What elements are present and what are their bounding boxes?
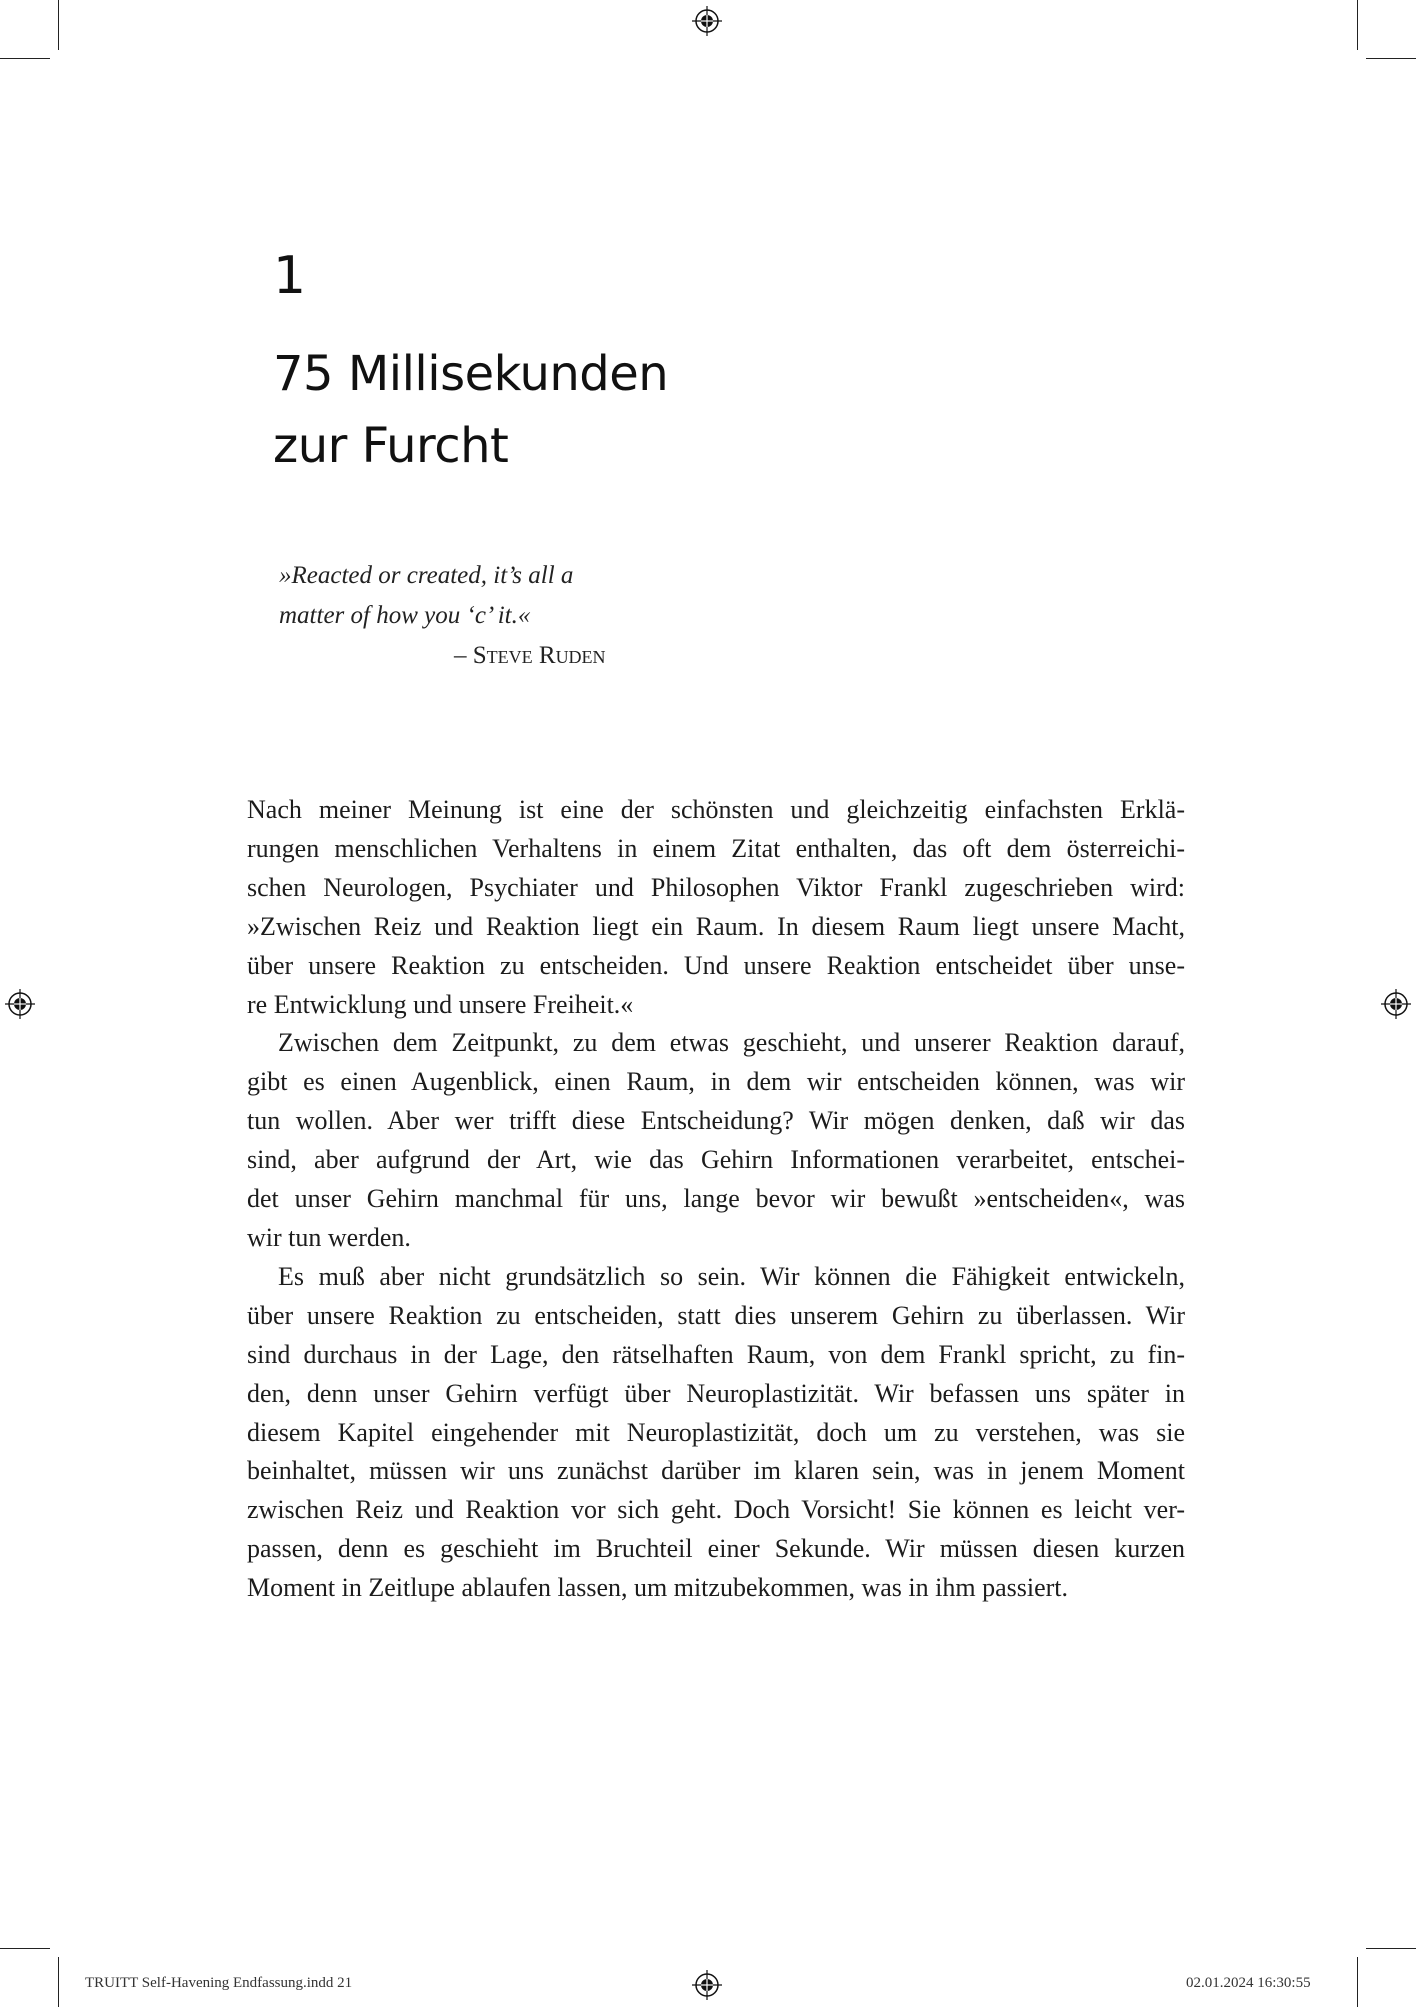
text-line: diesem Kapitel eingehender mit Neuroplastizität, doch um zu verstehen, was sie [247, 1417, 1185, 1447]
epigraph-line: matter of how you ‘c’ it.« [279, 602, 531, 629]
text-line: Es muß aber nicht grundsätzlich so sein. Wir können die Fähigkeit entwickeln, [278, 1261, 1185, 1291]
text-line: sind durchaus in der Lage, den rätselhaften Raum, von dem Frankl spricht, zu fin- [247, 1339, 1185, 1369]
text-line: schen Neurologen, Psychiater und Philosophen Viktor Frankl zugeschrieben wird: [247, 872, 1185, 902]
text-line: det unser Gehirn manchmal für uns, lange bevor wir bewußt »entscheiden«, was [247, 1184, 1185, 1214]
footer-filename: TRUITT Self-Havening Endfassung.indd 21 [85, 1975, 353, 1991]
registration-mark-left-icon [5, 989, 35, 1019]
crop-mark-bottom-right-h [1366, 1948, 1416, 1949]
text-line: über unsere Reaktion zu entscheiden. Und unsere Reaktion entscheidet über unse- [247, 950, 1185, 980]
crop-mark-top-left-h [0, 58, 50, 59]
body-text [247, 791, 1185, 1608]
text-line: re Entwicklung und unsere Freiheit.« [247, 989, 634, 1019]
footer-timestamp: 02.01.2024 16:30:55 [1186, 1975, 1311, 1991]
crop-mark-top-right-h [1366, 58, 1416, 59]
text-line: Zwischen dem Zeitpunkt, zu dem etwas geschieht, und unserer Reaktion darauf, [278, 1028, 1185, 1058]
text-line: sind, aber aufgrund der Art, wie das Gehirn Informationen verarbeitet, entschei- [247, 1145, 1185, 1175]
epigraph-author: – Steve Ruden [454, 642, 606, 669]
epigraph-line: »Reacted or created, it’s all a [279, 562, 574, 589]
text-line: tun wollen. Aber wer trifft diese Entscheidung? Wir mögen denken, daß wir das [247, 1106, 1185, 1136]
text-line: Moment in Zeitlupe ablaufen lassen, um mitzubekommen, was in ihm passiert. [247, 1573, 1068, 1603]
text-line: passen, denn es geschieht im Bruchteil einer Sekunde. Wir müssen diesen kurzen [247, 1534, 1185, 1564]
registration-mark-right-icon [1381, 989, 1411, 1019]
text-line: gibt es einen Augenblick, einen Raum, in dem wir entscheiden können, was wir [247, 1067, 1185, 1097]
crop-mark-bottom-left-h [0, 1948, 50, 1949]
text-line: rungen menschlichen Verhaltens in einem Zitat enthalten, das oft dem österreichi- [247, 833, 1185, 863]
crop-mark-bottom-left [58, 1957, 59, 2007]
crop-mark-bottom-right [1357, 1957, 1358, 2007]
text-line: zwischen Reiz und Reaktion vor sich geht. Doch Vorsicht! Sie können es leicht ver- [247, 1495, 1185, 1525]
chapter-title [273, 338, 973, 482]
epigraph-quote [279, 556, 679, 636]
crop-mark-top-left [58, 0, 59, 50]
paragraph [247, 1024, 1185, 1257]
registration-mark-top-icon [692, 6, 722, 36]
registration-mark-bottom-icon [692, 1970, 722, 2000]
chapter-title-line: zur Furcht [273, 418, 509, 474]
text-line: über unsere Reaktion zu entscheiden, statt dies unserem Gehirn zu überlassen. Wir [247, 1300, 1185, 1330]
text-line: wir tun werden. [247, 1222, 411, 1252]
text-line: den, denn unser Gehirn verfügt über Neuroplastizität. Wir befassen uns später in [247, 1378, 1185, 1408]
chapter-number: 1 [273, 246, 307, 306]
text-line: »Zwischen Reiz und Reaktion liegt ein Raum. In diesem Raum liegt unsere Macht, [247, 911, 1185, 941]
text-line: beinhaltet, müssen wir uns zunächst darüber im klaren sein, was in jenem Moment [247, 1456, 1185, 1486]
text-line: Nach meiner Meinung ist eine der schönsten und gleichzeitig einfachsten Erklä- [247, 795, 1185, 824]
chapter-title-line: 75 Millisekunden [273, 346, 669, 402]
paragraph [247, 791, 1185, 1024]
paragraph [247, 1258, 1185, 1608]
crop-mark-top-right [1357, 0, 1358, 50]
